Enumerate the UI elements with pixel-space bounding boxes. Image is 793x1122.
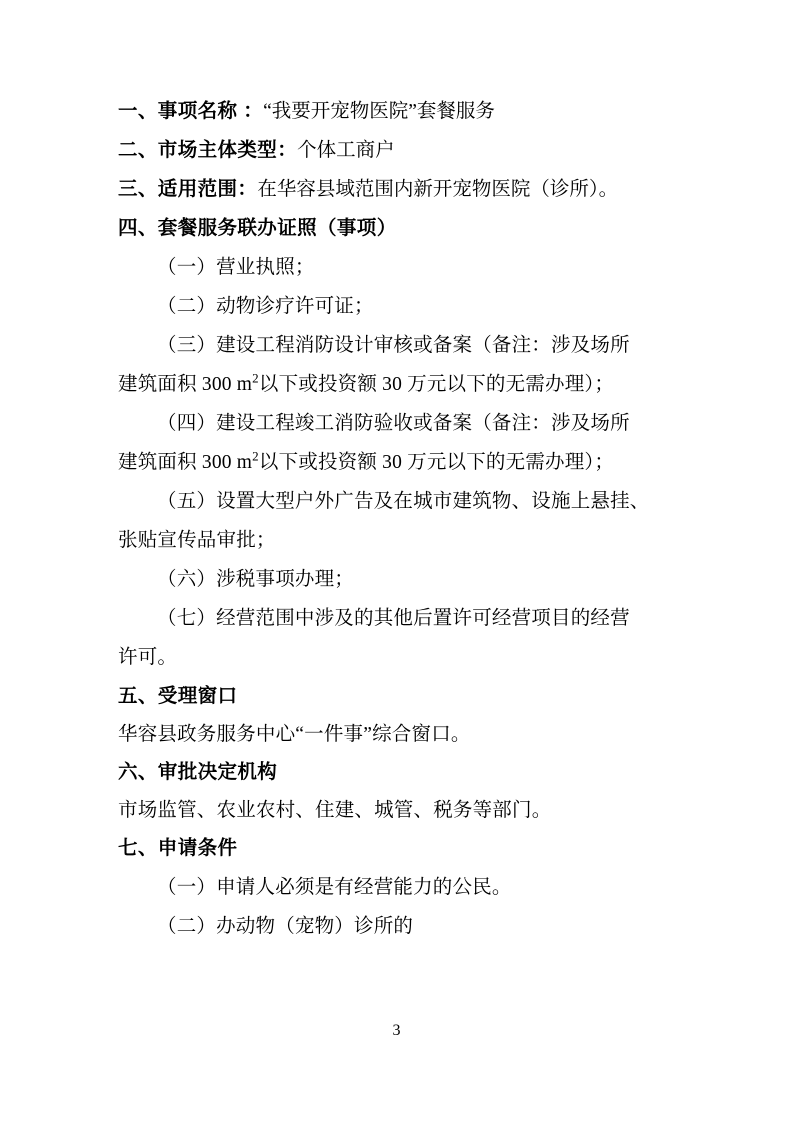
- license-item-7: [118, 599, 678, 677]
- license-item-7-line-2: 许可。: [118, 647, 178, 668]
- section-heading-item-name: [118, 92, 678, 131]
- license-item-4-line-2: [118, 443, 678, 482]
- license-item-1: （一）营业执照；: [157, 257, 315, 278]
- license-item-5-line-2: 张贴宣传品审批；: [118, 530, 276, 551]
- license-item-4: [118, 404, 678, 482]
- license-item-3: [118, 326, 678, 404]
- license-item-4-line-1: （四）建设工程竣工消防验收或备案（备注：涉及场所: [157, 413, 630, 434]
- approval-authority-text: 市场监管、农业农村、住建、城管、税务等部门。: [118, 800, 552, 821]
- section-heading-application-conditions: 七、申请条件: [118, 837, 238, 859]
- section-heading-acceptance-window: 五、受理窗口: [118, 685, 238, 707]
- license-item-4-area-sup: 2: [252, 448, 259, 464]
- license-item-4-area-post: 以下或投资额 30 万元以下的无需办理）；: [258, 452, 615, 473]
- application-condition-1: （一）申请人必须是有经营能力的公民。: [157, 877, 512, 898]
- page-number: 3: [392, 1022, 401, 1039]
- heading-label-3: 三、适用范围：: [118, 178, 258, 200]
- license-item-3-line-2: [118, 365, 678, 404]
- license-item-3-area-post: 以下或投资额 30 万元以下的无需办理）；: [258, 374, 615, 395]
- section-heading-scope: [118, 170, 678, 209]
- section-heading-approval-authority: 六、审批决定机构: [118, 761, 278, 783]
- license-item-3-area-sup: 2: [252, 370, 259, 386]
- license-item-7-line-1: （七）经营范围中涉及的其他后置许可经营项目的经营: [157, 608, 630, 629]
- heading-label-2: 二、市场主体类型：: [118, 139, 298, 161]
- acceptance-window-text: 华容县政务服务中心“一件事”综合窗口。: [118, 724, 471, 745]
- license-item-6: （六）涉税事项办理；: [157, 569, 355, 590]
- license-item-4-area-pre: 建筑面积 300 m: [118, 452, 253, 473]
- heading-value-2: 个体工商户: [297, 140, 395, 161]
- heading-label-1: 一、事项名称: [118, 100, 238, 122]
- section-heading-entity-type: [118, 131, 678, 170]
- section-heading-licenses: 四、套餐服务联办证照（事项）: [118, 217, 397, 239]
- document-body: [118, 92, 678, 946]
- heading-value-3: 在华容县域范围内新开宠物医院（诊所）。: [257, 179, 619, 200]
- license-item-5-line-1: （五）设置大型户外广告及在城市建筑物、设施上悬挂、: [157, 491, 650, 512]
- license-item-3-area-pre: 建筑面积 300 m: [118, 374, 253, 395]
- license-item-3-line-1: （三）建设工程消防设计审核或备案（备注：涉及场所: [157, 335, 630, 356]
- license-item-5: [118, 482, 678, 560]
- license-item-2: （二）动物诊疗许可证；: [157, 296, 374, 317]
- heading-value-1: “我要开宠物医院”套餐服务: [263, 101, 495, 122]
- application-condition-2: （二）办动物（宠物）诊所的: [157, 916, 414, 937]
- heading-separator-1: ：: [237, 100, 264, 122]
